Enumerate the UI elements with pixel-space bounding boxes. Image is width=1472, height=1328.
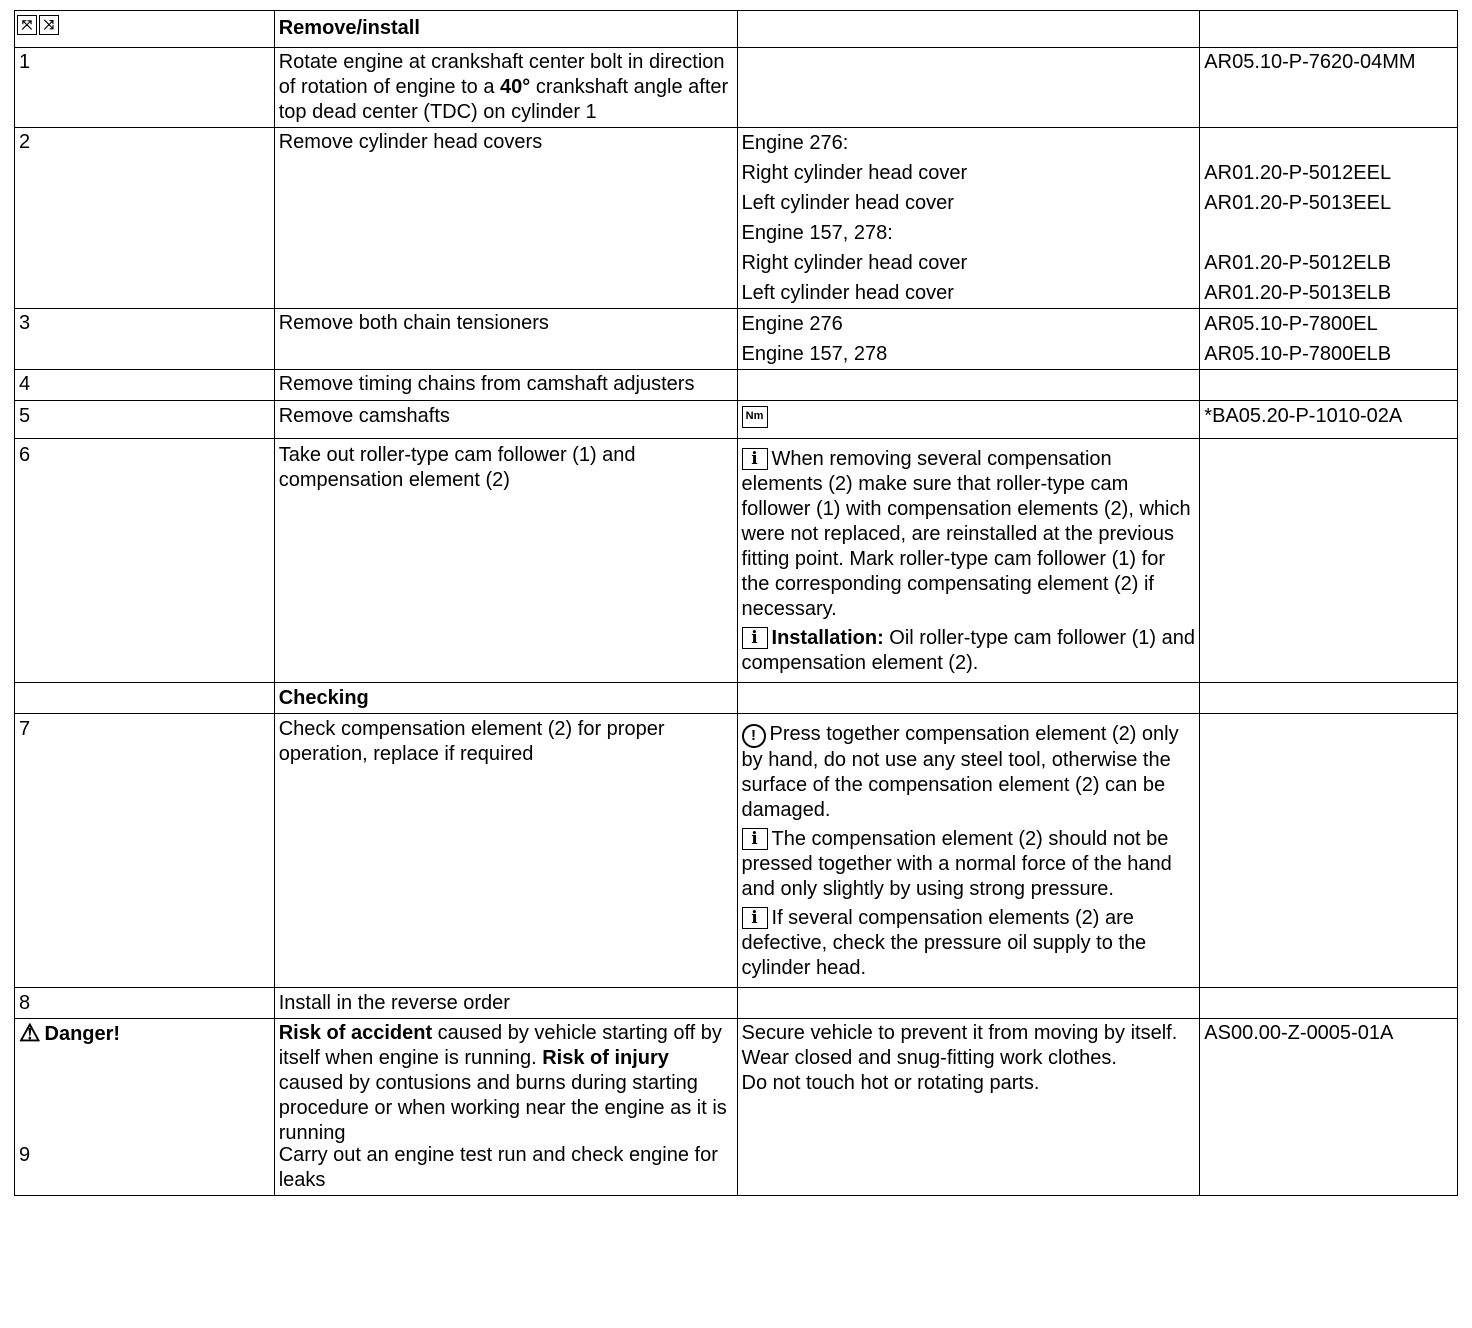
engine-label: Engine 157, 278 xyxy=(741,343,888,365)
section-title: Checking xyxy=(274,683,737,714)
step-number: 8 xyxy=(15,988,275,1019)
step-references xyxy=(1200,439,1458,683)
header-icons-cell xyxy=(15,11,275,48)
step-notes xyxy=(737,1019,1200,1196)
step-references xyxy=(1200,370,1458,401)
procedure-table xyxy=(14,10,1458,1196)
table-row xyxy=(15,1019,1458,1196)
header-empty-cell xyxy=(737,11,1200,48)
step-number: 4 xyxy=(15,370,275,401)
step-references xyxy=(1200,714,1458,988)
info-note: i The compensation element (2) should not be pressed together with a normal force of the hand and only slightly by using strong pressure. xyxy=(741,828,1172,900)
table-row xyxy=(15,128,1458,309)
step-number: 1 xyxy=(15,48,275,128)
step-reference-link[interactable]: AR01.20-P-5013EEL xyxy=(1204,192,1392,214)
step-notes xyxy=(737,128,1200,309)
table-row xyxy=(15,988,1458,1019)
reference-blank xyxy=(1204,218,1453,248)
step-references xyxy=(1200,309,1458,370)
step-9-text: Carry out an engine test run and check engine for leaks xyxy=(278,1144,718,1191)
step-notes xyxy=(737,48,1200,128)
step-reference-link[interactable]: AR01.20-P-5012ELB xyxy=(1204,252,1392,274)
info-icon: i xyxy=(742,627,768,649)
info-icon: i xyxy=(742,448,768,470)
cover-label: Left cylinder head cover xyxy=(741,282,954,304)
step-number: 7 xyxy=(15,714,275,988)
step-reference-link[interactable]: AR05.10-P-7800ELB xyxy=(1204,343,1392,365)
step-notes xyxy=(737,401,1200,439)
table-row xyxy=(15,48,1458,128)
table-row xyxy=(15,309,1458,370)
safety-measure: Do not touch hot or rotating parts. xyxy=(741,1072,1040,1094)
step-reference-link[interactable]: AR01.20-P-5012EEL xyxy=(1204,162,1392,184)
step-number: 6 xyxy=(15,439,275,683)
caution-icon: ! xyxy=(742,724,766,748)
torque-nm-icon[interactable]: Nm xyxy=(742,406,768,428)
table-row xyxy=(15,714,1458,988)
info-icon: i xyxy=(742,828,768,850)
table-row xyxy=(15,439,1458,683)
reference-blank xyxy=(1204,128,1453,158)
step-notes xyxy=(737,714,1200,988)
safety-measure: Secure vehicle to prevent it from moving by itself. xyxy=(741,1022,1178,1044)
header-row xyxy=(15,11,1458,48)
engine-label: Engine 276: xyxy=(741,132,849,154)
step-text: Take out roller-type cam follower (1) and compensation element (2) xyxy=(274,439,737,683)
step-text: Remove camshafts xyxy=(274,401,737,439)
engine-label: Engine 276 xyxy=(741,313,843,335)
engine-label: Engine 157, 278: xyxy=(741,222,893,244)
step-text: Remove both chain tensioners xyxy=(274,309,737,370)
safety-measure: Wear closed and snug-fitting work clothes. xyxy=(741,1047,1117,1069)
step-text: Check compensation element (2) for proper operation, replace if required xyxy=(274,714,737,988)
step-text: Remove cylinder head covers xyxy=(274,128,737,309)
cover-label: Right cylinder head cover xyxy=(741,252,968,274)
expand-all-icon[interactable]: ⤧ xyxy=(17,15,37,35)
step-text: Rotate engine at crankshaft center bolt in direction of rotation of engine to a 40° crankshaft angle after top dead center (TDC) on cylinder 1 xyxy=(274,48,737,128)
collapse-all-icon[interactable]: ⤨ xyxy=(39,15,59,35)
step-reference-link[interactable]: AR01.20-P-5013ELB xyxy=(1204,282,1392,304)
step-references xyxy=(1200,128,1458,309)
warning-triangle-icon: ⚠ xyxy=(19,1020,41,1047)
danger-text: Risk of accident caused by vehicle starting off by itself when engine is running. Risk of injury caused by contusions and burns during starting procedure or when working near the engine as it is running xyxy=(278,1022,727,1144)
step-number: 3 xyxy=(15,309,275,370)
step-notes xyxy=(737,370,1200,401)
section-row xyxy=(15,683,1458,714)
step-number: 2 xyxy=(15,128,275,309)
info-note: i Installation: Oil roller-type cam follower (1) and compensation element (2). xyxy=(741,627,1195,674)
step-number: 5 xyxy=(15,401,275,439)
step-reference-link[interactable]: AS00.00-Z-0005-01A xyxy=(1200,1019,1458,1196)
step-text: Remove timing chains from camshaft adjusters xyxy=(274,370,737,401)
danger-cell xyxy=(15,1019,275,1196)
info-icon: i xyxy=(742,907,768,929)
step-reference-link[interactable]: AR05.10-P-7620-04MM xyxy=(1200,48,1458,128)
table-row xyxy=(15,401,1458,439)
step-notes xyxy=(737,439,1200,683)
header-title: Remove/install xyxy=(274,11,737,48)
cover-label: Right cylinder head cover xyxy=(741,162,968,184)
table-row xyxy=(15,370,1458,401)
step-notes xyxy=(737,309,1200,370)
header-empty-cell xyxy=(1200,11,1458,48)
step-number: 9 xyxy=(19,1144,31,1166)
caution-note: ! Press together compensation element (2) only by hand, do not use any steel tool, otherwise the surface of the compensation element (2) can be damaged. xyxy=(741,723,1179,821)
step-text xyxy=(274,1019,737,1196)
info-note: i When removing several compensation elements (2) make sure that roller-type cam follower (1) with compensation elements (2), which were not replaced, are reinstalled at the previous fitting point. Mark roller-type cam follower (1) for the corresponding compensating element (2) if necessary. xyxy=(741,448,1191,620)
cover-label: Left cylinder head cover xyxy=(741,192,954,214)
step-reference-link[interactable]: *BA05.20-P-1010-02A xyxy=(1200,401,1458,439)
step-text: Install in the reverse order xyxy=(274,988,737,1019)
step-reference-link[interactable]: AR05.10-P-7800EL xyxy=(1204,313,1378,335)
info-note: i If several compensation elements (2) are defective, check the pressure oil supply to the cylinder head. xyxy=(741,907,1147,979)
danger-label: ⚠ Danger! xyxy=(19,1020,121,1047)
